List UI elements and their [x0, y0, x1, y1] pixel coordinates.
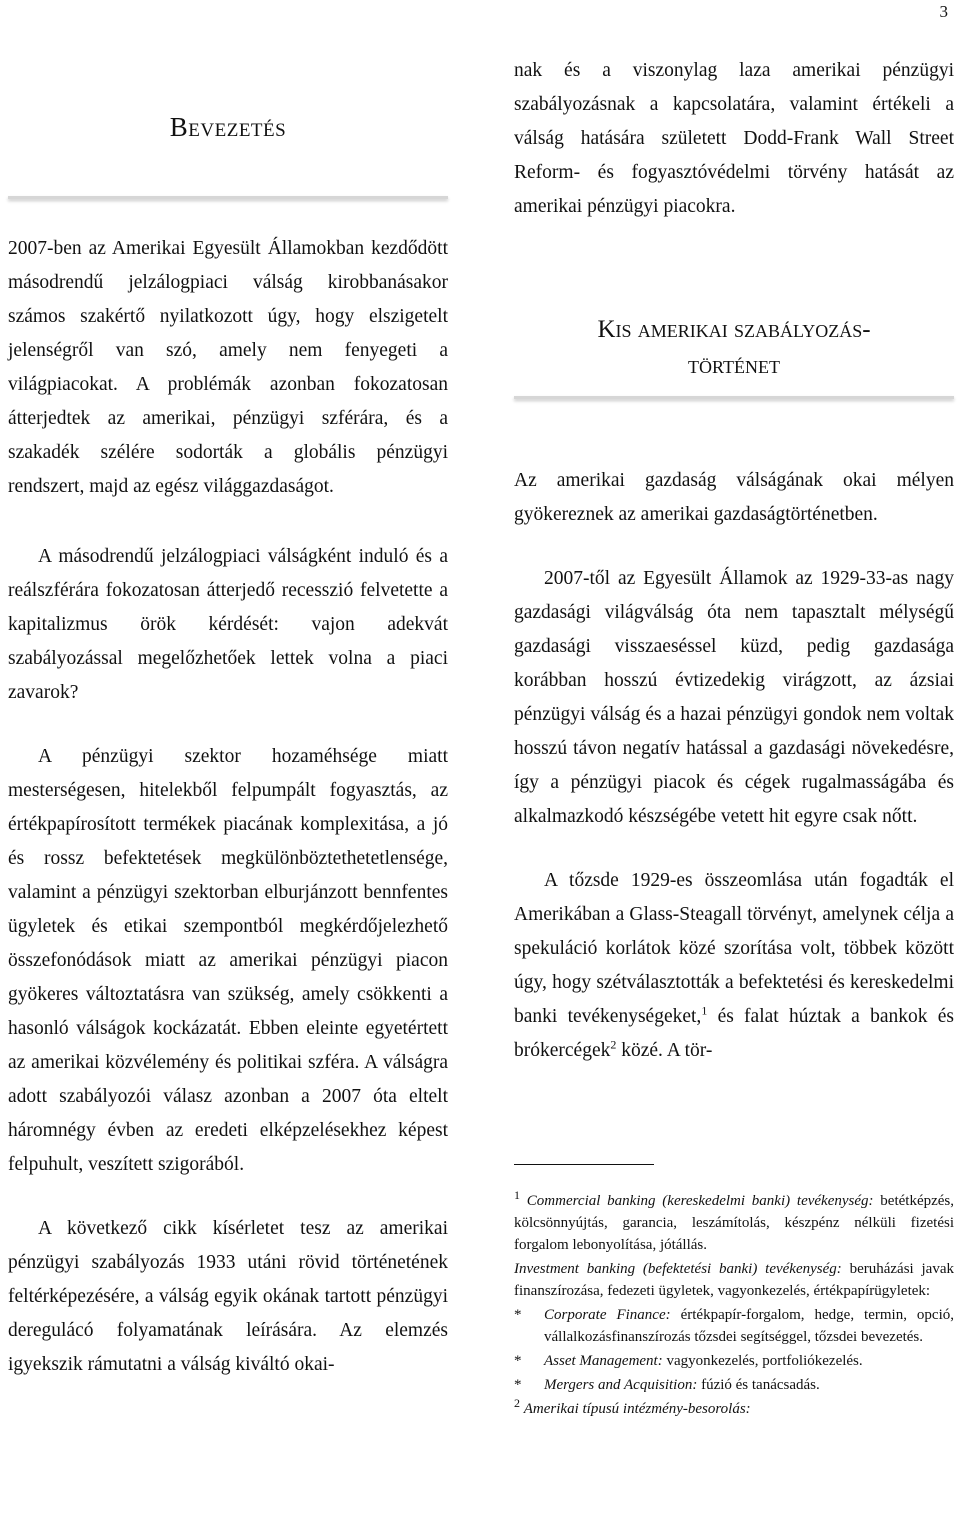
footnotes: [514, 1190, 954, 1422]
paragraph: [514, 864, 954, 1068]
footnote-bullet: [514, 1374, 954, 1396]
asterisk-icon: *: [514, 1353, 522, 1369]
paragraph: A másodrendű jelzálogpiaci válságként induló és a reálszférára fokozatosan átterjedő recesszió felvetette a kapitalizmus örök kérdését: vajon adekvát szabályozással megelőzhetőek lettek volna a piaci zavarok?: [8, 546, 448, 703]
page-number: 3: [939, 2, 948, 21]
footnote-ref-2[interactable]: 2: [610, 1037, 617, 1052]
section-heading-history: [514, 312, 954, 384]
asterisk-icon: *: [514, 1307, 522, 1323]
text-run: A tőzsde 1929-es összeomlása után fogadták el Amerikában a Glass-Steagall törvényt, amelynek célja a spekuláció korlátok közé szorítása volt, többek között úgy, hogy szétválasztották a befektetési és kereskedelmi banki tevékenységeket,: [514, 870, 954, 1027]
footnote-text: Amerikai típusú intézmény-besorolás:: [523, 1401, 751, 1417]
footnote-number: 2: [514, 1396, 520, 1410]
footnote-text: beruházási javak finanszírozása, fedezeti ügyletek, vagyonkezelés, értékpapírügyletek:: [514, 1261, 954, 1299]
footnote-term: Commercial banking (kereskedelmi banki) tevékenység:: [526, 1193, 874, 1209]
paragraph: 2007-ben az Amerikai Egyesült Államokban kezdődött másodrendű jelzálogpiaci válság kirobbanásakor számos szakértő nyilatkozott úgy, hogy elszigetelt jelenségről van szó, amely nem fenyegeti a világpiacokat. A problémák azonban fokozatosan átterjedtek az amerikai, pénzügyi szférára, és a szakadék szélére sodorták a globális pénzügyi rendszert, majd az egész világgazdaságot.: [8, 238, 448, 497]
footnote-2: [514, 1398, 954, 1420]
paragraph: 2007-től az Egyesült Államok az 1929-33-as nagy gazdasági világválság óta nem tapasztalt mélységű gazdasági visszaeséssel küzd, pedig gazdasága korábban hosszú évtizedekig virágzott, az ázsiai pénzügyi válság és a hazai pénzügyi gondok nem voltak hosszú távon negatív hatással a gazdasági növekedésre, így a pénzügyi piacok és cégek rugalmasságába és alkalmazkodó készségébe vetett hit egyre csak nőtt.: [514, 568, 954, 827]
asterisk-icon: *: [514, 1377, 522, 1393]
right-body-top: [514, 54, 954, 224]
footnote-divider: [514, 1164, 654, 1165]
footnote-term: Investment banking (befektetési banki) tevékenység:: [514, 1261, 842, 1277]
footnote-text: vagyonkezelés, portfoliókezelés.: [662, 1353, 863, 1369]
footnote-text: értékpapír-forgalom, hedge, termin, opció, vállalkozásfinanszírozás tőzsdei segítséggel, tőzsdei bevezetés.: [544, 1307, 954, 1345]
left-body: [8, 232, 448, 1382]
heading-divider: [8, 196, 448, 199]
text-run: és falat húztak a bankok és brókercégek: [514, 1006, 954, 1061]
heading-divider: [514, 396, 954, 399]
paragraph: A pénzügyi szektor hozaméhsége miatt mesterségesen, hitelekből felpumpált fogyasztás, az értékpapírosított termékek piacának komplexitása, a jó és rossz befektetések megkülönböztethetetlensége, valamint a pénzügyi szektorban elburjánzott bennfentes ügyletek és etikai szempontból megkérdőjelezhető összefonódások miatt az amerikai pénzügyi piacon gyökeres változtatásra van szükség, amely csökkenti a hasonló válságok kockázatát. Ebben eleinte egyetértett az amerikai közvélemény és politikai szféra. A válságra adott szabályozói válasz azonban a 2007 óta eltelt háromnégy évben az eredeti elképzelésekhez képest felpuhult, veszített szigorából.: [8, 746, 448, 1175]
paragraph: nak és a viszonylag laza amerikai pénzügyi szabályozásnak a kapcsolatára, valamint értékeli a válság hatására született Dodd-Frank Wall Street Reform- és fogyasztóvédelmi törvény hatását az amerikai pénzügyi piacokra.: [514, 60, 954, 217]
footnote-investment-banking: [514, 1258, 954, 1302]
footnote-term: Corporate Finance:: [544, 1307, 671, 1323]
heading-line-2: történet: [688, 352, 780, 379]
heading-line-1: Kis amerikai szabályozás-: [597, 316, 871, 343]
footnote-text: fúzió és tanácsadás.: [697, 1377, 820, 1393]
footnote-number: 1: [514, 1188, 520, 1202]
footnote-text: betétképzés, kölcsönnyújtás, garancia, leszámítolás, készpénz nélküli fizetési forgalom lebonyolítása, jótállás.: [514, 1193, 955, 1253]
paragraph: A következő cikk kísérletet tesz az amerikai pénzügyi szabályozás 1933 utáni rövid történetének feltérképezésére, a válság egyik okának tartott pénzügyi deregulácó folyamatának leírására. Az elemzés igyekszik rámutatni a válság kiváltó okai-: [8, 1218, 448, 1375]
text-run: közé. A tör-: [616, 1040, 713, 1061]
footnote-ref-1[interactable]: 1: [701, 1003, 708, 1018]
footnote-bullet: [514, 1304, 954, 1348]
footnote-1: [514, 1190, 954, 1256]
paragraph: Az amerikai gazdaság válságának okai mélyen gyökereznek az amerikai gazdaságtörténetben.: [514, 470, 954, 525]
footnote-bullet: [514, 1350, 954, 1372]
footnote-term: Asset Management:: [544, 1353, 663, 1369]
right-body: [514, 464, 954, 1068]
section-heading-introduction: Bevezetés: [169, 112, 287, 142]
footnote-term: Mergers and Acquisition:: [544, 1377, 698, 1393]
